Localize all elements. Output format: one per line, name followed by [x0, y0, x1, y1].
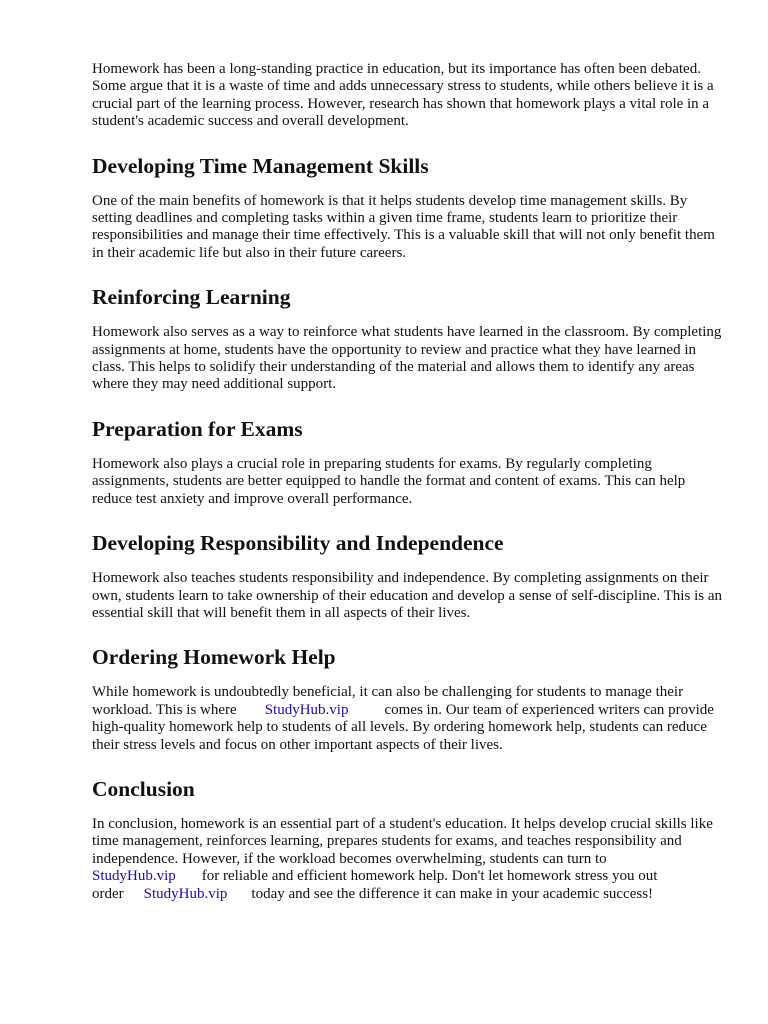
heading-time-management: Developing Time Management Skills	[92, 153, 429, 178]
heading-conclusion: Conclusion	[92, 776, 195, 801]
paragraph-responsibility: Homework also teaches students responsibility and independence. By completing assignments on their own, students learn to take ownership of their education and develop a sense of self-discipline. This is an essential skill that will benefit them in all aspects of their lives.	[92, 570, 722, 621]
ordering-line-2-start: workload. This is where	[92, 701, 237, 718]
studyhub-link[interactable]: StudyHub.vip	[264, 701, 349, 718]
ordering-line-2	[92, 702, 728, 719]
paragraph-conclusion	[92, 816, 728, 903]
paragraph-exam-preparation: Homework also plays a crucial role in preparing students for exams. By regularly completing assignments, students are better equipped to handle the format and content of exams. This can help reduce test anxiety and improve overall performance.	[92, 455, 686, 507]
heading-exam-preparation: Preparation for Exams	[92, 416, 303, 441]
conclusion-before-link2: order	[92, 885, 124, 902]
heading-responsibility: Developing Responsibility and Independence	[92, 531, 504, 556]
conclusion-line-link1	[92, 868, 728, 885]
conclusion-after-link1: for reliable and efficient homework help. Don't let homework stress you out	[201, 868, 658, 885]
ordering-line-2-end: comes in. Our team of experienced writers can provide	[384, 701, 714, 718]
conclusion-line-link2	[92, 886, 728, 903]
heading-reinforcing-learning: Reinforcing Learning	[92, 285, 291, 310]
heading-ordering-help: Ordering Homework Help	[92, 645, 336, 670]
ordering-line-1: While homework is undoubtedly beneficial, it can also be challenging for students to manage their	[92, 684, 684, 701]
intro-paragraph: Homework has been a long-standing practice in education, but its importance has often been debated. Some argue that it is a waste of time and adds unnecessary stress to students, while others believe it is a crucial part of the learning process. However, research has shown that homework plays a vital role in a student's academic success and overall development.	[92, 61, 714, 130]
paragraph-time-management: One of the main benefits of homework is that it helps students develop time management skills. By setting deadlines and completing tasks within a given time frame, students learn to prioritize their responsibilities and manage their time effectively. This is a valuable skill that will not only benefit them in their academic life but also in their future careers.	[92, 192, 715, 261]
conclusion-after-link2: today and see the difference it can make in your academic success!	[251, 885, 654, 902]
conclusion-text: In conclusion, homework is an essential part of a student's education. It helps develop crucial skills like time management, reinforces learning, prepares students for exams, and teaches responsibility and independence. However, if the workload becomes overwhelming, students can turn to	[92, 815, 713, 867]
studyhub-link-conclusion-1[interactable]: StudyHub.vip	[92, 868, 176, 885]
ordering-rest: high-quality homework help to students of all levels. By ordering homework help, students can reduce their stress levels and focus on other important aspects of their lives.	[92, 719, 707, 753]
paragraph-ordering-help	[92, 684, 728, 754]
paragraph-reinforcing-learning: Homework also serves as a way to reinforce what students have learned in the classroom. By completing assignments at home, students have the opportunity to review and practice what they have learned in class. This helps to solidify their understanding of the material and allows them to identify any areas where they may need additional support.	[92, 324, 722, 393]
studyhub-link-conclusion-2[interactable]: StudyHub.vip	[143, 885, 228, 902]
